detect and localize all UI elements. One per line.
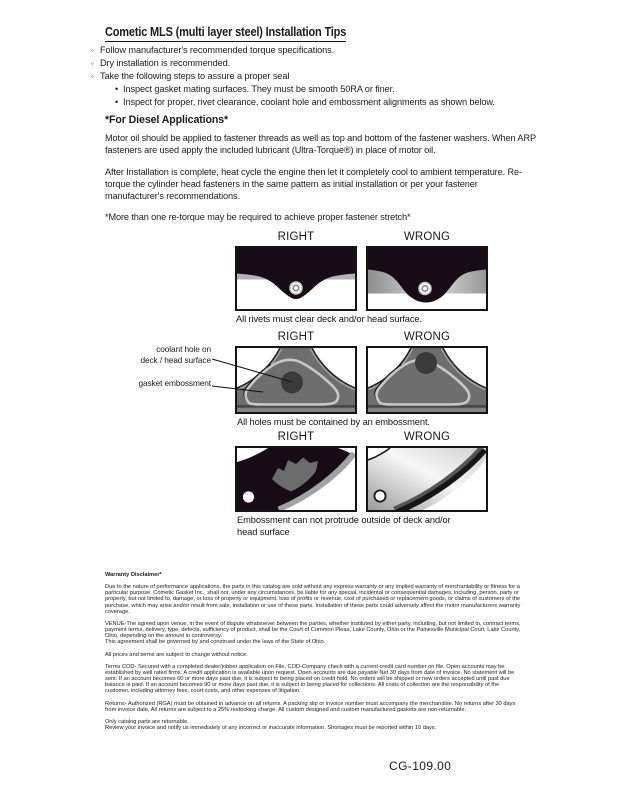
dot-bullet-icon: •	[115, 84, 119, 94]
circle-bullet-icon: ◦	[91, 46, 94, 55]
right-label-row2: RIGHT	[277, 331, 315, 343]
legal-paragraph: VENUE-The agreed upon venue, in the event of dispute whatsoever between the parties, whether instituted by either party, including, but not limited to, contract terms, payment terms, delivery, type, defects, sufficiency of product, shall be the Court of Common Pleas, Lake County, Ohio or the Painesville Municipal Court, Lake County, Ohio, depending on the amount in controversy.	[105, 620, 521, 640]
tip-text: Inspect for proper, rivet clearance, coolant hole and embossment alignments as shown below.	[123, 97, 495, 107]
rivet-right-diagram	[235, 246, 357, 311]
legal-paragraph: Due to the nature of performance applications, the parts in this catalog are sold without any express warranty or any implied warranty of merchantability or fitness for a particular purpose. Cometic Gasket Inc., shall not, under any circumstances, be liable for any special, incidental or consequential damages, including, person, party or property, but not limited to, damage, or loss of property or equipment, loss of profits or revenue, cost of purchased or replacement goods, or claims of customers of the purchase, which may arise and/or result from sale, installation or use of these parts. Installation of these parts could adversely affect the motor manufacturers warranty coverage.	[105, 584, 521, 615]
wrong-label-row2: WRONG	[403, 331, 451, 343]
diesel-heading: *For Diesel Applications*	[105, 114, 229, 126]
tip-sub-item	[91, 96, 583, 109]
diesel-paragraph-2: After Installation is complete, heat cycle the engine then let it completely cool to ambient temperature. Re-torque the cylinder head fasteners in the same pattern as initial installation or per your fastener manufacturer's recommendations.	[105, 166, 522, 202]
protrusion-wrong-diagram	[366, 446, 488, 512]
legal-heading: Warranty Disclaimer*	[105, 572, 162, 578]
tip-text: Inspect gasket mating surfaces. They must be smooth 50RA or finer.	[123, 84, 395, 94]
protrusion-right-illustration	[235, 446, 357, 512]
rivet-right-illustration	[235, 246, 357, 311]
protrusion-caption: Embossment can not protrude outside of deck and/or head surface	[237, 515, 451, 537]
rivet-wrong-illustration	[366, 246, 488, 311]
hole-right-diagram	[235, 346, 357, 414]
hole-right-illustration	[235, 346, 357, 414]
wrong-label-row1: WRONG	[403, 231, 451, 243]
legal-paragraph: Terms COD- Secured with a completed dealer/jobber application on File, COD-Company check with a current credit card number on file. Open accounts may be established by well rated firms. A credit application is available upon request. Open accounts are due payable Net 30 days from date of invoice. No statement will be sent. If an account becomes 60 or more days past due, it is subject to being placed on credit hold. No orders will be shipped or new orders accepted until past due balance is paid. If an account becomes 90 or more days past due, it is subject to being placed for collections. All costs of collection are the responsibility of the customer, including attorney fees, court costs, and other expenses of litigation.	[105, 663, 515, 695]
tip-item	[91, 70, 583, 83]
legal-paragraph: All prices and terms are subject to change without notice.	[105, 651, 248, 658]
legal-paragraph: Only catalog parts are returnable.	[105, 718, 189, 725]
circle-bullet-icon: ◦	[91, 59, 94, 68]
coolant-callout-line2: deck / head surface	[140, 354, 211, 365]
tip-item	[91, 44, 583, 57]
coolant-hole-callout	[110, 344, 211, 365]
right-label-row1: RIGHT	[277, 231, 315, 243]
diesel-paragraph-3: *More than one re-torque may be required to achieve proper fastener stretch*	[105, 212, 411, 223]
diesel-paragraph-1: Motor oil should be applied to fastener threads as well as top and bottom of the fastener washers. When ARP fasteners are used apply the included lubricant (Ultra-Torque®) in place of motor oil.	[105, 133, 536, 156]
tip-sub-item	[91, 83, 583, 96]
wrong-label-row3: WRONG	[403, 431, 451, 443]
protrusion-right-diagram	[235, 446, 357, 512]
dot-bullet-icon: •	[115, 97, 119, 107]
tip-item	[91, 57, 583, 70]
circle-bullet-icon: ◦	[91, 72, 94, 81]
hole-caption: All holes must be contained by an embossment.	[237, 417, 430, 427]
page-number: CG-109.00	[389, 759, 452, 773]
hole-wrong-illustration	[366, 346, 488, 414]
rivet-wrong-diagram	[366, 246, 488, 311]
embossment-callout: gasket embossment	[138, 378, 211, 388]
legal-paragraph: This agreement shall be governed by and construed under the laws of the State of Ohio.	[105, 639, 326, 646]
rivet-caption: All rivets must clear deck and/or head surface.	[236, 314, 422, 324]
coolant-callout-line1: coolant hole on	[156, 344, 211, 354]
protrusion-wrong-illustration	[366, 446, 488, 512]
page-title: Cometic MLS (multi layer steel) Installation Tips	[105, 25, 346, 42]
tip-text: Take the following steps to assure a proper seal	[100, 71, 290, 81]
hole-wrong-diagram	[366, 346, 488, 414]
tip-text: Dry installation is recommended.	[100, 58, 231, 68]
installation-tips-list	[91, 44, 583, 109]
right-label-row3: RIGHT	[277, 431, 315, 443]
warranty-disclaimer	[105, 572, 522, 737]
legal-paragraph: Review your invoice and notify us immediately of any incorrect or inaccurate information. Shortages must be reported within 10 days.	[105, 724, 437, 731]
diesel-section	[105, 114, 537, 232]
tip-text: Follow manufacturer's recommended torque specifications.	[100, 45, 335, 55]
legal-paragraph: Returns- Authorized (RGA) must be obtained in advance on all returns. A packing slip or invoice number must accompany the merchandise. No returns after 30 days from invoice date. All returns are subject to a 25% restocking charge. All custom designed and custom manufactured gaskets are non-returnable.	[105, 700, 516, 713]
